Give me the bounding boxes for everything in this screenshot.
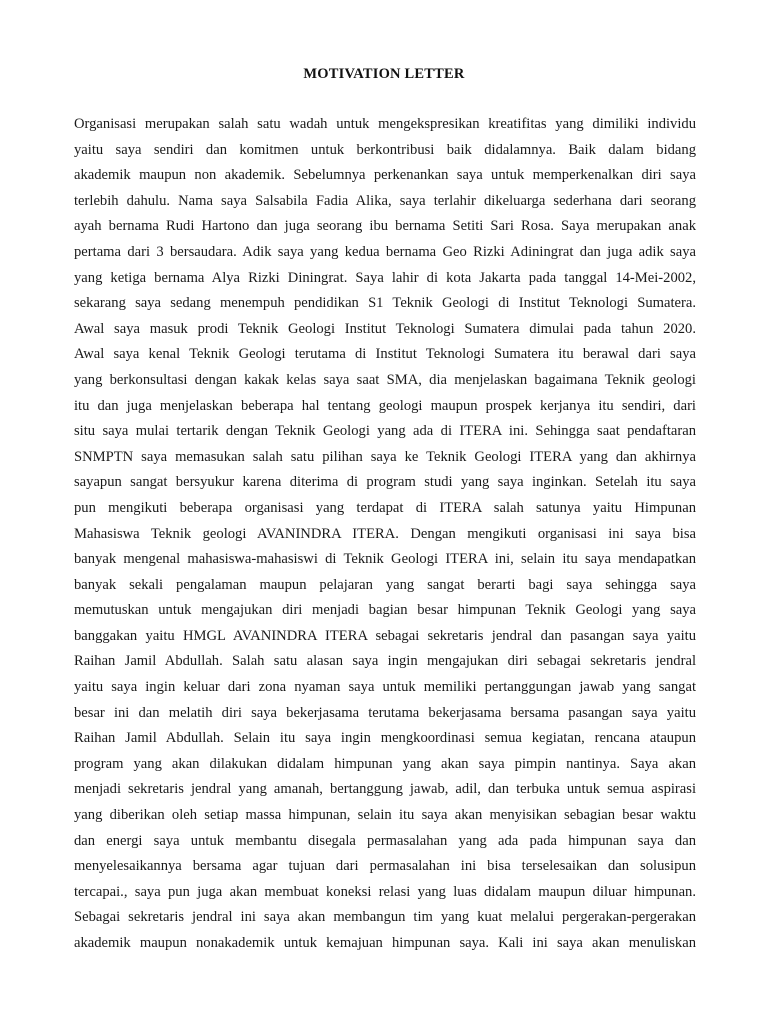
paragraph-line: Raihan Jamil Abdullah. Salah satu alasan saya ingin mengajukan diri sebagai sekretaris jendral bbox=[74, 653, 696, 670]
paragraph-line: pun mengikuti beberapa organisasi yang terdapat di ITERA salah satunya yaitu Himpunan bbox=[74, 499, 696, 516]
paragraph-line: yaitu saya ingin keluar dari zona nyaman saya untuk memiliki pertanggungan jawab yang sangat bbox=[74, 679, 696, 696]
paragraph-line: itu dan juga menjelaskan beberapa hal tentang geologi maupun prospek kerjanya itu sendiri, dari bbox=[74, 397, 696, 414]
letter-body bbox=[74, 112, 696, 957]
paragraph-line: besar ini dan melatih diri saya bekerjasama terutama bekerjasama bersama pasangan saya yaitu bbox=[74, 704, 696, 721]
paragraph-line: pertama dari 3 bersaudara. Adik saya yang kedua bernama Geo Rizki Adiningrat dan juga adik saya bbox=[74, 243, 696, 260]
paragraph-line: Raihan Jamil Abdullah. Selain itu saya ingin mengkoordinasi semua kegiatan, rencana ataupun bbox=[74, 730, 696, 747]
paragraph-line: dan energi saya untuk membantu disegala permasalahan yang ada pada himpunan saya dan bbox=[74, 832, 696, 849]
paragraph-line: sayapun sangat bersyukur karena diterima di program studi yang saya inginkan. Setelah itu saya bbox=[74, 474, 696, 491]
paragraph-line: Awal saya kenal Teknik Geologi terutama di Institut Teknologi Sumatera itu berawal dari saya bbox=[74, 346, 696, 363]
paragraph-line: SNMPTN saya memasukan salah satu pilihan saya ke Teknik Geologi ITERA yang dan akhirnya bbox=[74, 448, 696, 465]
paragraph-line: akademik maupun nonakademik untuk kemajuan himpunan saya. Kali ini saya akan menuliskan bbox=[74, 935, 696, 951]
paragraph-line: menjadi sekretaris jendral yang amanah, bertanggung jawab, adil, dan terbuka untuk semua aspirasi bbox=[74, 781, 696, 798]
paragraph-line: Sebagai sekretaris jendral ini saya akan membangun tim yang kuat melalui pergerakan-pergerakan bbox=[74, 909, 696, 926]
paragraph-line: banyak sekali pengalaman maupun pelajaran yang sangat berarti bagi saya sehingga saya bbox=[74, 576, 696, 593]
paragraph-line: ayah bernama Rudi Hartono dan juga seorang ibu bernama Setiti Sari Rosa. Saya merupakan anak bbox=[74, 218, 696, 235]
paragraph-line: program yang akan dilakukan didalam himpunan yang akan saya pimpin nantinya. Saya akan bbox=[74, 755, 696, 772]
paragraph-line: Organisasi merupakan salah satu wadah untuk mengekspresikan kreatifitas yang dimiliki individu bbox=[74, 116, 696, 132]
paragraph-line: sekarang saya sedang menempuh pendidikan S1 Teknik Geologi di Institut Teknologi Sumatera. bbox=[74, 295, 696, 312]
paragraph-line: yang ketiga bernama Alya Rizki Diningrat. Saya lahir di kota Jakarta pada tanggal 14-Mei-2002, bbox=[74, 269, 696, 286]
paragraph-line: situ saya mulai tertarik dengan Teknik Geologi yang ada di ITERA ini. Sehingga saat pendaftaran bbox=[74, 423, 696, 440]
paragraph-line: yaitu saya sendiri dan komitmen untuk berkontribusi baik didalamnya. Baik dalam bidang bbox=[74, 141, 696, 158]
paragraph-line: yang diberikan oleh setiap massa himpunan, selain itu saya akan menyisikan sebagian besar waktu bbox=[74, 807, 696, 824]
paragraph-line: menyelesaikannya bersama agar tujuan dari permasalahan ini bisa terselesaikan dan solusipun bbox=[74, 858, 696, 875]
paragraph-line: tercapai., saya pun juga akan membuat koneksi relasi yang luas didalam maupun diluar himpunan. bbox=[74, 883, 696, 900]
paragraph-line: yang berkonsultasi dengan kakak kelas saya saat SMA, dia menjelaskan bagaimana Teknik geologi bbox=[74, 371, 696, 388]
paragraph-line: akademik maupun non akademik. Sebelumnya perkenankan saya untuk memperkenalkan diri saya bbox=[74, 167, 696, 184]
paragraph-line: banggakan yaitu HMGL AVANINDRA ITERA sebagai sekretaris jendral dan pasangan saya yaitu bbox=[74, 627, 696, 644]
paragraph-line: memutuskan untuk mengajukan diri menjadi bagian besar himpunan Teknik Geologi yang saya bbox=[74, 602, 696, 619]
paragraph-line: Awal saya masuk prodi Teknik Geologi Institut Teknologi Sumatera dimulai pada tahun 2020. bbox=[74, 320, 696, 337]
paragraph-line: terlebih dahulu. Nama saya Salsabila Fadia Alika, saya terlahir dikeluarga sederhana dari seorang bbox=[74, 192, 696, 209]
paragraph-line: banyak mengenal mahasiswa-mahasiswi di Teknik Geologi ITERA ini, selain itu saya mendapatkan bbox=[74, 551, 696, 568]
document-title: MOTIVATION LETTER bbox=[303, 66, 465, 82]
paragraph-line: Mahasiswa Teknik geologi AVANINDRA ITERA. Dengan mengikuti organisasi ini saya bisa bbox=[74, 525, 696, 542]
